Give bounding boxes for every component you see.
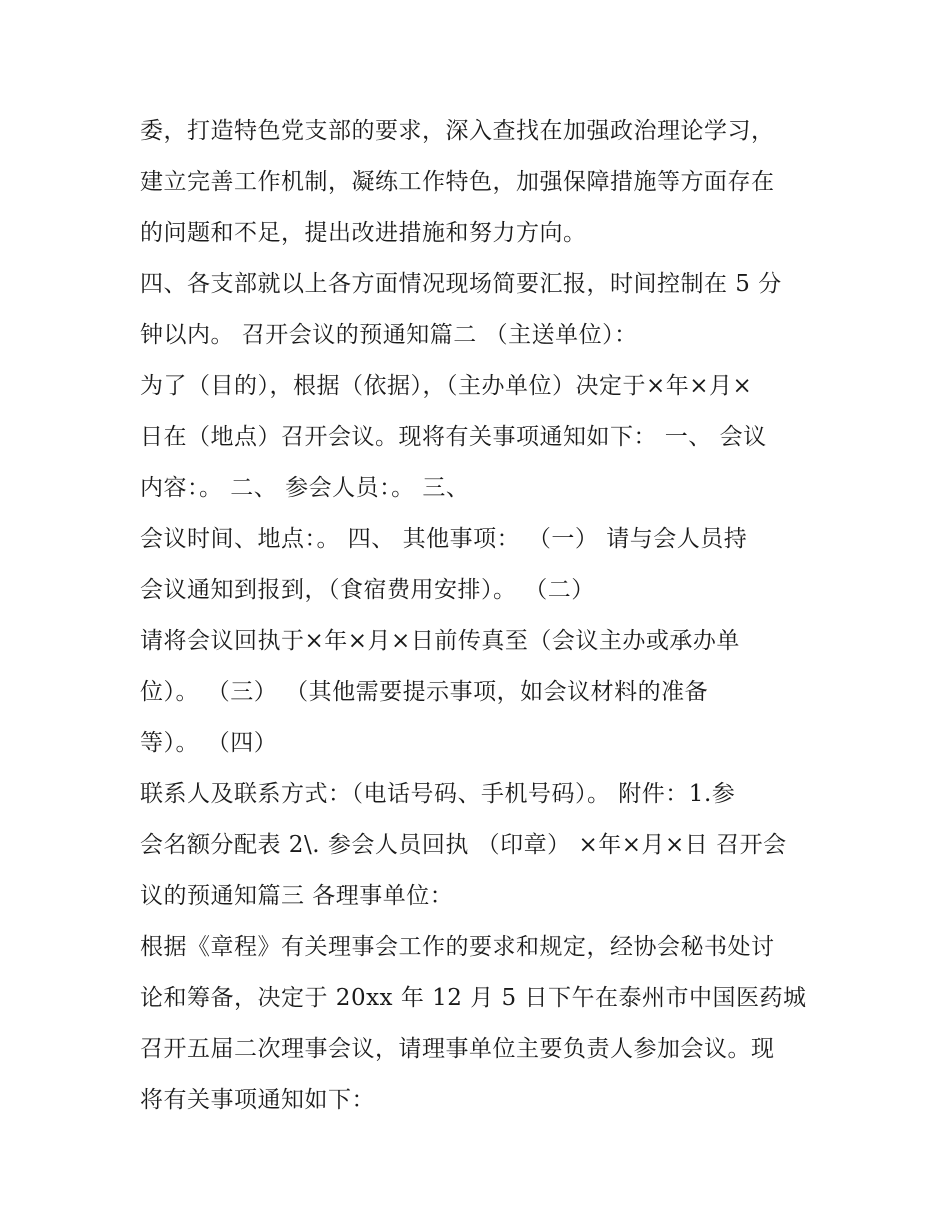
text-line: 日在（地点）召开会议。现将有关事项通知如下： 一、 会议 (140, 424, 767, 450)
text-line: 联系人及联系方式：（电话号码、手机号码）。 附件：1.参 (140, 781, 736, 807)
text-line: 召开五届二次理事会议，请理事单位主要负责人参加会议。现 (140, 1036, 775, 1062)
text-line: 位）。 （三） （其他需要提示事项，如会议材料的准备 (140, 679, 709, 705)
document-body (140, 106, 830, 1126)
text-line: 四、各支部就以上各方面情况现场简要汇报，时间控制在 5 分 (140, 271, 782, 297)
text-line: 钟以内。 召开会议的预通知篇二 （主送单位）： (140, 322, 638, 348)
text-line: 会议时间、地点：。 四、 其他事项： （一） 请与会人员持 (140, 526, 748, 552)
text-line: 议的预通知篇三 各理事单位： (140, 883, 454, 909)
text-line: 内容：。 二、 参会人员：。 三、 (140, 475, 470, 501)
text-line: 为了（目的），根据（依据），（主办单位）决定于×年×月× (140, 373, 753, 399)
text-line: 会议通知到报到，（食宿费用安排）。 （二） (140, 577, 595, 603)
text-line: 建立完善工作机制，凝练工作特色，加强保障措施等方面存在 (140, 169, 775, 195)
text-line: 的问题和不足，提出改进措施和努力方向。 (140, 220, 587, 246)
text-line: 论和筹备，决定于 20xx 年 12 月 5 日下午在泰州市中国医药城 (140, 985, 807, 1011)
text-line: 请将会议回执于×年×月×日前传真至（会议主办或承办单 (140, 628, 740, 654)
text-line: 委，打造特色党支部的要求，深入查找在加强政治理论学习， (140, 118, 775, 144)
text-line: 等）。 （四） (140, 730, 278, 756)
text-line: 根据《章程》有关理事会工作的要求和规定，经协会秘书处讨 (140, 934, 775, 960)
text-line: 将有关事项通知如下： (140, 1087, 375, 1113)
text-line: 会名额分配表 2\. 参会人员回执 （印章） ×年×月×日 召开会 (140, 832, 787, 858)
